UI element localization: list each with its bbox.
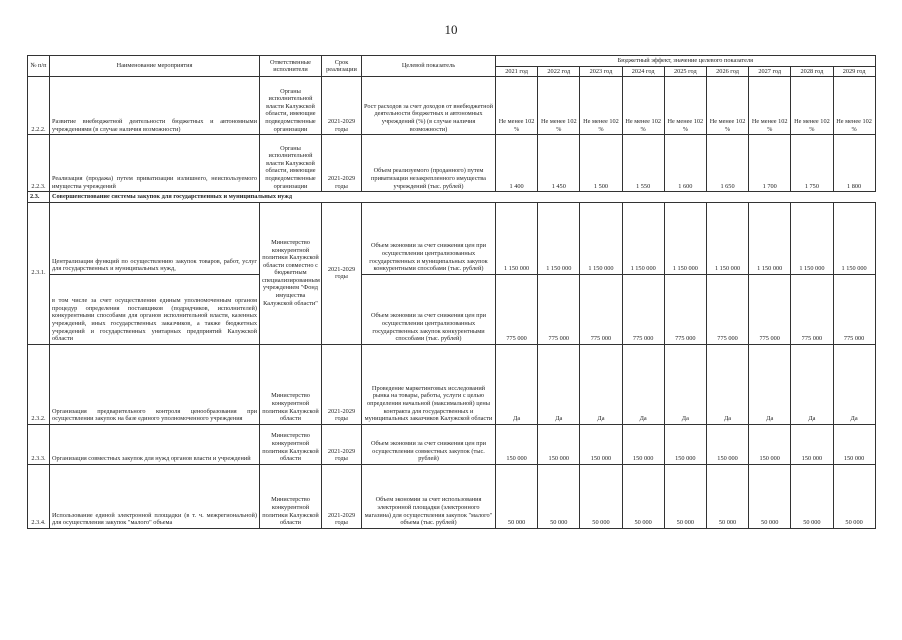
row-term: 2021-2029 годы (322, 135, 362, 192)
header-budget: Бюджетный эффект, значение целевого показателя (496, 56, 876, 67)
row-value: 775 000 (538, 274, 580, 344)
row-num: 2.3.1. (28, 202, 50, 344)
row-num: 2.3.4. (28, 464, 50, 528)
row-value: 1 150 000 (749, 202, 791, 274)
header-year: 2021 год (496, 66, 538, 77)
row-value: Не менее 102 % (664, 77, 706, 135)
header-year: 2028 год (791, 66, 833, 77)
row-term: 2021-2029 годы (322, 424, 362, 464)
row-value: Да (706, 344, 748, 424)
row-name: Централизация функций по осуществлению закупок товаров, работ, услуг для государственных и муниципальных нужд, (50, 202, 260, 274)
row-value: Не менее 102 % (749, 77, 791, 135)
row-name: Развитие внебюджетной деятельности бюджетных и автономными учреждениями (в случае наличия возможности) (50, 77, 260, 135)
row-value: 1 400 (496, 135, 538, 192)
table-row (28, 344, 876, 424)
row-value: 1 550 (622, 135, 664, 192)
row-target: Объем экономии за счет снижения цен при осуществлении централизованных государственных закупок конкурентными способами (тыс. рублей) (362, 274, 496, 344)
row-responsible: Министерство конкурентной политики Калужской области (260, 344, 322, 424)
row-value: 1 150 000 (791, 202, 833, 274)
header-year: 2029 год (833, 66, 875, 77)
row-value: 1 150 000 (833, 202, 875, 274)
row-term: 2021-2029 годы (322, 344, 362, 424)
table-row (28, 202, 876, 274)
row-value: Да (622, 344, 664, 424)
row-value: 50 000 (749, 464, 791, 528)
budget-measures-table (27, 55, 876, 529)
row-target: Объем экономии за счет снижения цен при осуществлении совместных закупок (тыс. рублей) (362, 424, 496, 464)
page-number: 10 (444, 22, 458, 37)
row-value: 775 000 (833, 274, 875, 344)
row-value: 1 150 000 (580, 202, 622, 274)
row-term: 2021-2029 годы (322, 77, 362, 135)
row-value: Не менее 102 % (496, 77, 538, 135)
table-row (28, 424, 876, 464)
row-value: 1 800 (833, 135, 875, 192)
row-value: 1 150 000 (538, 202, 580, 274)
row-value: 1 150 000 (706, 202, 748, 274)
row-value: 1 600 (664, 135, 706, 192)
row-value: 50 000 (580, 464, 622, 528)
row-value: 775 000 (496, 274, 538, 344)
row-value: Да (664, 344, 706, 424)
header-year: 2022 год (538, 66, 580, 77)
row-value: 775 000 (622, 274, 664, 344)
header-target: Целевой показатель (362, 56, 496, 77)
row-value: Не менее 102 % (622, 77, 664, 135)
row-value: 50 000 (622, 464, 664, 528)
row-value: 775 000 (664, 274, 706, 344)
row-value: Да (580, 344, 622, 424)
row-value: 1 150 000 (496, 202, 538, 274)
header-num: № п/п (28, 56, 50, 77)
row-name: Организация совместных закупок для нужд органов власти и учреждений (50, 424, 260, 464)
row-term: 2021-2029 годы (322, 464, 362, 528)
row-value: 1 750 (791, 135, 833, 192)
row-name: Использование единой электронной площадки (в т. ч. межрегиональной) для осуществления закупок "малого" объема (50, 464, 260, 528)
row-responsible: Министерство конкурентной политики Калужской области (260, 424, 322, 464)
row-value: 775 000 (706, 274, 748, 344)
section-num: 2.3. (28, 192, 50, 203)
row-value: Да (791, 344, 833, 424)
row-name: Реализация (продажа) путем приватизации излишнего, неиспользуемого имущества учреждений (50, 135, 260, 192)
row-value: 150 000 (538, 424, 580, 464)
row-value: 50 000 (833, 464, 875, 528)
row-value: Да (833, 344, 875, 424)
row-value: 150 000 (622, 424, 664, 464)
header-year: 2027 год (749, 66, 791, 77)
row-value: Да (538, 344, 580, 424)
row-value: 150 000 (664, 424, 706, 464)
row-target: Объем экономии за счет снижения цен при осуществлении централизованных государственных и муниципальных закупок конкурентными способами (тыс. рублей) (362, 202, 496, 274)
row-value: 150 000 (580, 424, 622, 464)
row-responsible: Органы исполнительной власти Калужской области, имеющие подведомственные организации (260, 77, 322, 135)
row-value: 150 000 (749, 424, 791, 464)
row-num: 2.3.2. (28, 344, 50, 424)
row-term: 2021-2029 годы (322, 202, 362, 344)
row-target: Проведение маркетинговых исследований рынка на товары, работы, услуги с целью определения начальной (максимальной) цены контракта для государственных и муниципальных заказчиков Калужской области (362, 344, 496, 424)
table-row (28, 274, 876, 344)
row-value: 150 000 (706, 424, 748, 464)
row-name: Организация предварительного контроля ценообразования при осуществлении закупок на базе единого уполномоченного учреждения (50, 344, 260, 424)
row-target: Объем экономии за счет использования электронной площадки (электронного магазина) для осуществления закупок "малого" объема (тыс. рублей) (362, 464, 496, 528)
row-responsible: Министерство конкурентной политики Калужской области (260, 464, 322, 528)
header-year: 2024 год (622, 66, 664, 77)
row-value: Не менее 102 % (706, 77, 748, 135)
row-value: 775 000 (580, 274, 622, 344)
row-value: 150 000 (496, 424, 538, 464)
row-value: 150 000 (833, 424, 875, 464)
table-row (28, 77, 876, 135)
header-year: 2026 год (706, 66, 748, 77)
row-num: 2.2.3. (28, 135, 50, 192)
row-value: 775 000 (791, 274, 833, 344)
section-row (28, 192, 876, 203)
row-value: 50 000 (538, 464, 580, 528)
row-value: 1 650 (706, 135, 748, 192)
row-value: 50 000 (706, 464, 748, 528)
header-name: Наименование мероприятия (50, 56, 260, 77)
header-term: Срок реализации (322, 56, 362, 77)
row-value: Не менее 102 % (833, 77, 875, 135)
section-title: Совершенствование системы закупок для государственных и муниципальных нужд (50, 192, 876, 203)
row-value: 150 000 (791, 424, 833, 464)
row-value: 1 150 000 (622, 202, 664, 274)
row-value: 1 500 (580, 135, 622, 192)
row-value: Не менее 102 % (791, 77, 833, 135)
row-value: 775 000 (749, 274, 791, 344)
row-responsible: Министерство конкурентной политики Калужской области совместно с бюджетным специализированным учреждением "Фонд имущества Калужской области" (260, 202, 322, 344)
row-value: Да (496, 344, 538, 424)
header-responsible: Ответственные исполнители (260, 56, 322, 77)
row-value: 50 000 (791, 464, 833, 528)
row-num: 2.2.2. (28, 77, 50, 135)
row-value: 1 150 000 (664, 202, 706, 274)
row-value: 50 000 (664, 464, 706, 528)
row-value: 50 000 (496, 464, 538, 528)
table-row (28, 135, 876, 192)
row-name: в том числе за счет осуществления единым уполномоченным органом процедур определения поставщиков (подрядчиков, исполнителей) конкурентными способами для органов исполнительной власти, казенных учреждений, иных государственных заказчиков, а также бюджетных учреждений и государственных унитарных предприятий Калужской области (50, 274, 260, 344)
row-num: 2.3.3. (28, 424, 50, 464)
row-target: Рост расходов за счет доходов от внебюджетной деятельности бюджетных и автономных учреждений (%) (в случае наличия возможности) (362, 77, 496, 135)
header-year: 2025 год (664, 66, 706, 77)
row-value: Да (749, 344, 791, 424)
header-year: 2023 год (580, 66, 622, 77)
row-value: Не менее 102 % (580, 77, 622, 135)
table-row (28, 464, 876, 528)
row-value: 1 450 (538, 135, 580, 192)
row-value: Не менее 102 % (538, 77, 580, 135)
row-target: Объем реализуемого (проданного) путем приватизации незакрепленного имущества учреждений (тыс. рублей) (362, 135, 496, 192)
row-value: 1 700 (749, 135, 791, 192)
row-responsible: Органы исполнительной власти Калужской области, имеющие подведомственные организации (260, 135, 322, 192)
